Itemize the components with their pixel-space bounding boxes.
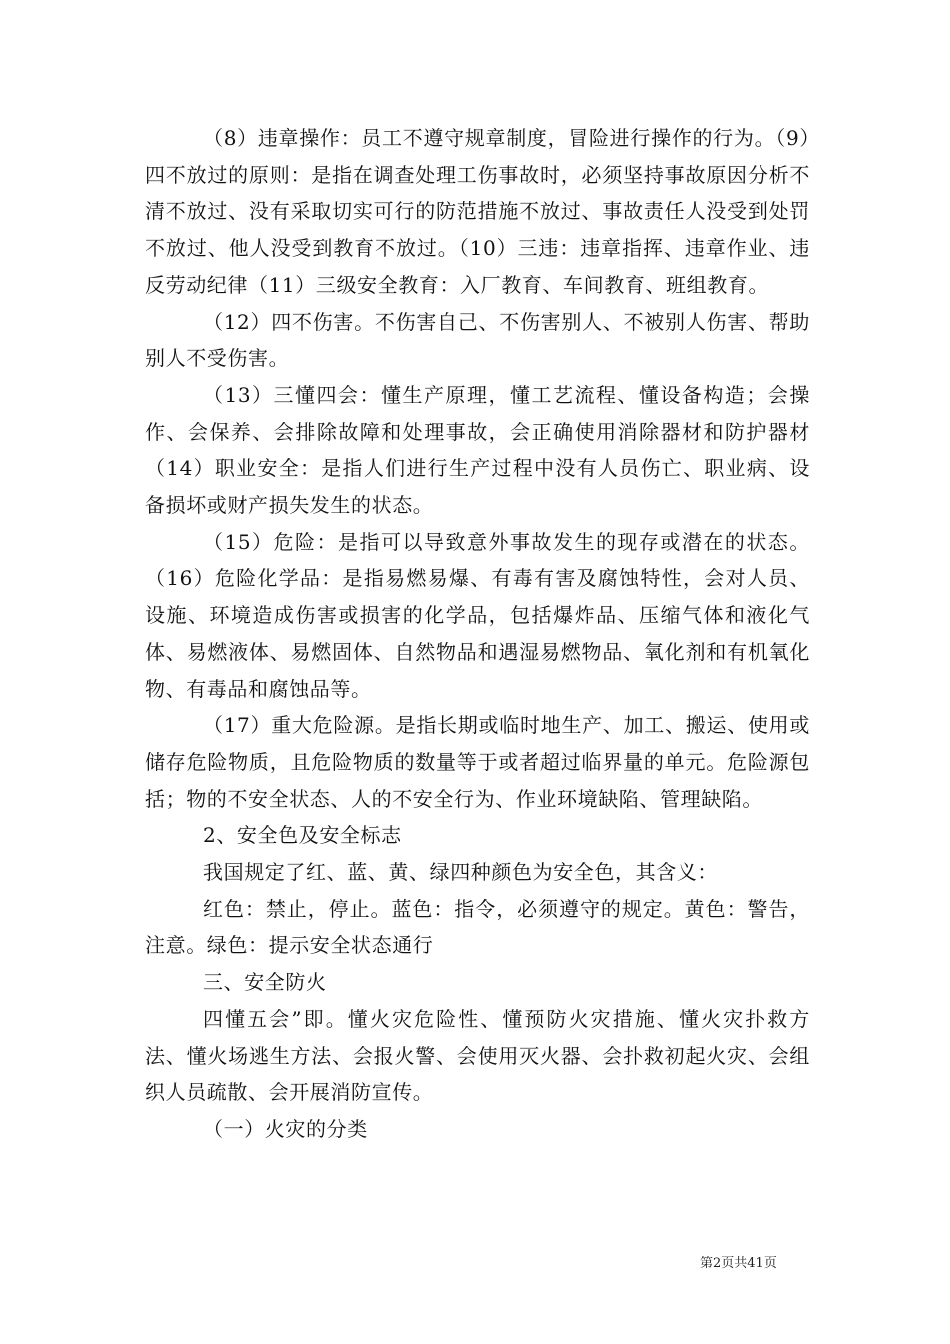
paragraph: 红色：禁止，停止。蓝色：指令，必须遵守的规定。黄色：警告，注意。绿色：提示安全状态通行 (145, 896, 810, 958)
paragraph: （12）四不伤害。不伤害自己、不伤害别人、不被别人伤害、帮助别人不受伤害。 (145, 309, 810, 371)
subsection-heading: （一）火灾的分类 (203, 1116, 368, 1141)
section-heading: 三、安全防火 (203, 970, 327, 995)
section-heading: 2、安全色及安全标志 (203, 823, 402, 848)
document-body (145, 120, 810, 1148)
paragraph: （15）危险：是指可以导致意外事故发生的现存或潜在的状态。（16）危险化学品：是指易燃易爆、有毒有害及腐蚀特性，会对人员、设施、环境造成伤害或损害的化学品，包括爆炸品、压缩气体和液化气体、易燃液体、易燃固体、自然物品和遇湿易燃物品、氧化剂和有机氧化物、有毒品和腐蚀品等。 (145, 529, 810, 701)
paragraph: （17）重大危险源。是指长期或临时地生产、加工、搬运、使用或储存危险物质，且危险物质的数量等于或者超过临界量的单元。危险源包括；物的不安全状态、人的不安全行为、作业环境缺陷、管理缺陷。 (145, 713, 810, 811)
paragraph: 我国规定了红、蓝、黄、绿四种颜色为安全色，其含义： (203, 860, 718, 885)
page-number-footer: 第2页共41页 (700, 1256, 777, 1271)
paragraph: （13）三懂四会：懂生产原理，懂工艺流程、懂设备构造；会操作、会保养、会排除故障和处理事故，会正确使用消除器材和防护器材（14）职业安全：是指人们进行生产过程中没有人员伤亡、职业病、设备损坏或财产损失发生的状态。 (145, 382, 810, 518)
paragraph: （8）违章操作：员工不遵守规章制度，冒险进行操作的行为。（9）四不放过的原则：是指在调查处理工伤事故时，必须坚持事故原因分析不清不放过、没有采取切实可行的防范措施不放过、事故责任人没受到处罚不放过、他人没受到教育不放过。（10）三违：违章指挥、违章作业、违反劳动纪律（11）三级安全教育：入厂教育、车间教育、班组教育。 (145, 126, 810, 297)
paragraph: 四懂五会”即。懂火灾危险性、懂预防火灾措施、懂火灾扑救方法、懂火场逃生方法、会报火警、会使用灭火器、会扑救初起火灾、会组织人员疏散、会开展消防宣传。 (145, 1006, 810, 1105)
